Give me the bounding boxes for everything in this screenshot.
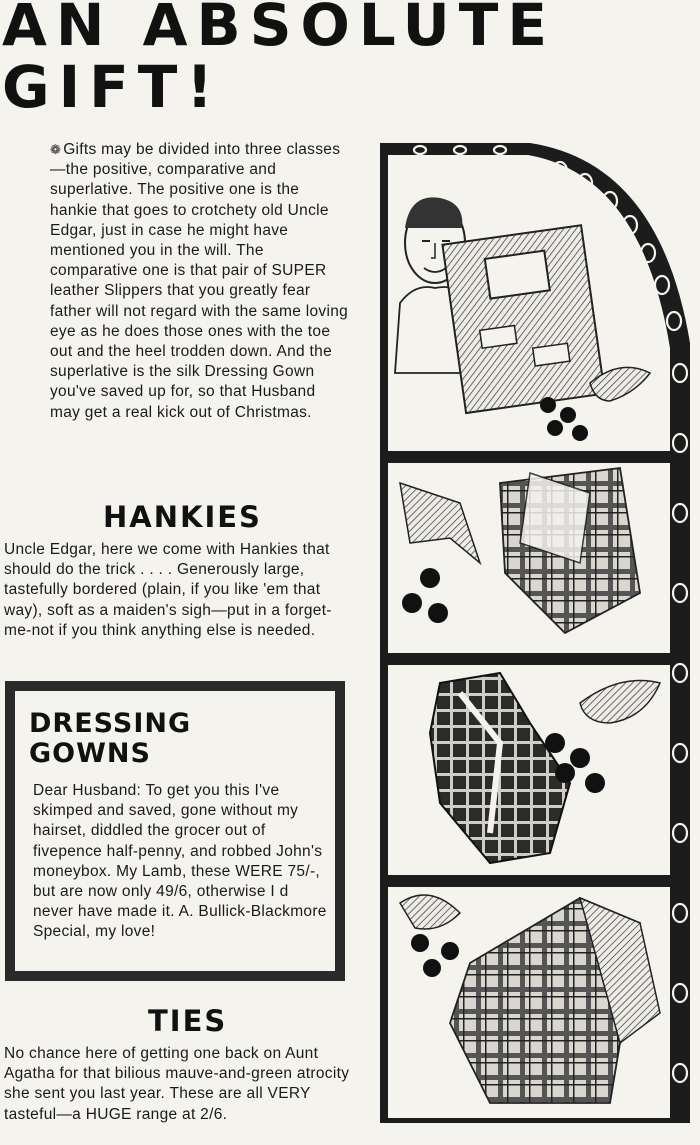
headline: AN ABSOLUTE GIFT! [2,0,556,121]
dressing-gowns-heading: DRESSING GOWNS [29,708,192,769]
illustration-column [380,143,700,1123]
ties-heading: TIES [148,1004,228,1038]
hankies-body: Uncle Edgar, here we come with Hankies that should do the trick . . . . Generously large, tastefully bordered (plain, if you like 'em that way), soft as a maiden's sigh—put in a forget-me-not if you think anything else is needed. [4,541,332,639]
intro-text: Gifts may be divided into three classes—the positive, comparative and superlative. The positive one is the hankie that goes to crotchety old Uncle Edgar, just in case he might have mentioned you in the will. The comparative one is that pair of SUPER leather Slippers that you greatly fear father will not regard with the same loving eye as he does those ones with the toe out and the heel trodden down. And the superlative is the silk Dressing Gown you've saved up for, so that Husband may get a real kick out of Christmas. [50,141,349,421]
intro-paragraph [50,140,350,423]
dressing-gowns-box [5,681,345,981]
hankies-heading: HANKIES [103,500,262,534]
ties-body: No chance here of getting one back on Aunt Agatha for that bilious mauve-and-green atrocity she sent you last year. These are all VERY tasteful—a HUGE range at 2/6. [4,1045,350,1123]
dressing-gowns-body: Dear Husband: To get you this I've skimped and saved, gone without my hairset, diddled the grocer out of fivepence half-penny, and robbed John's moneybox. My Lamb, these WERE 75/-, but are now only 49/6, otherwise I d never have made it. A. Bullick-Blackmore Special, my love! [33,782,327,941]
flower-bullet-icon: ❁ [50,142,62,157]
